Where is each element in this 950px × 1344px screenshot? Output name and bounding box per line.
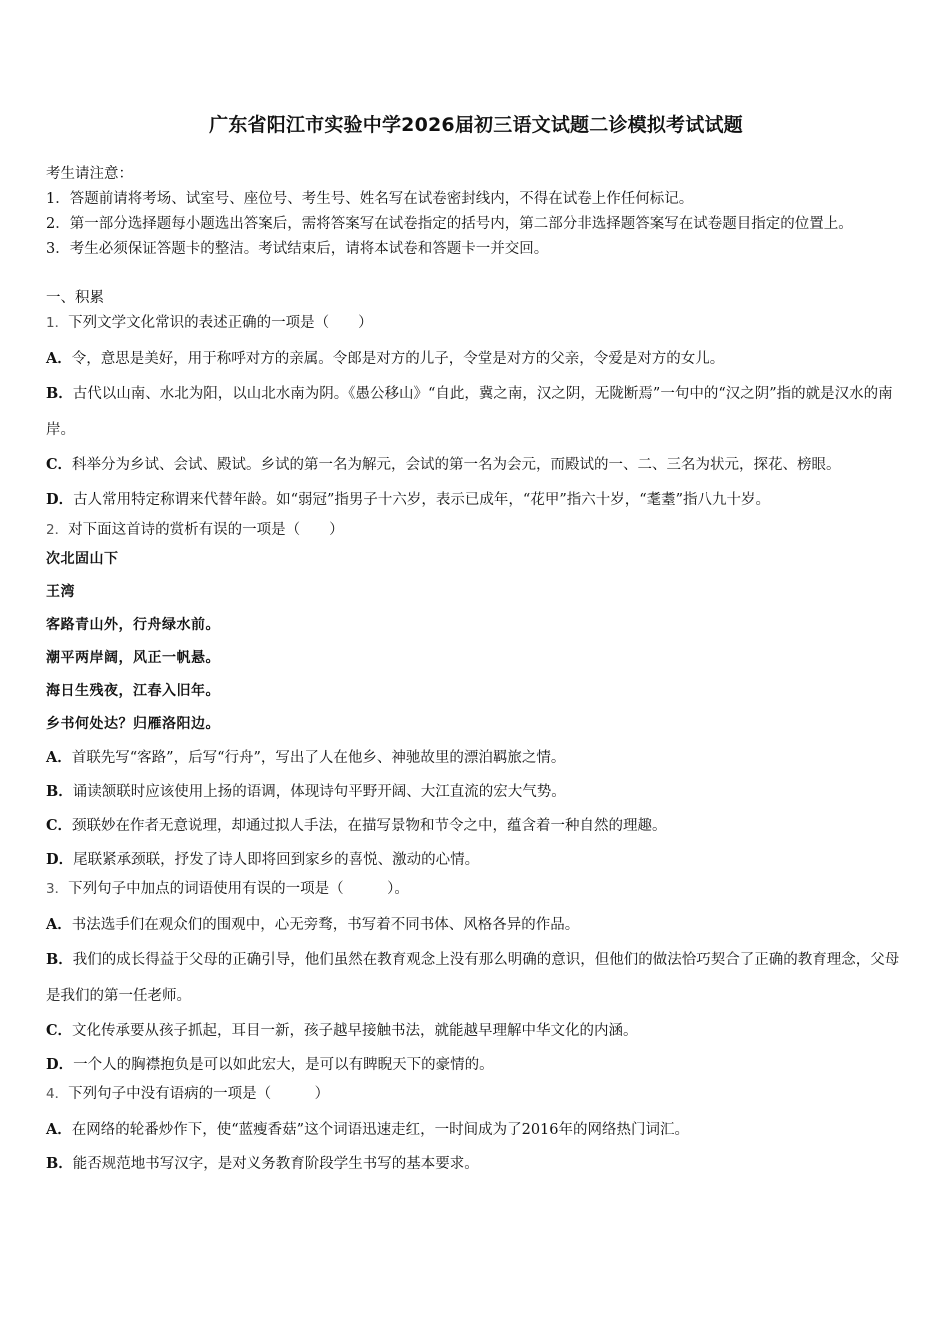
option-label: C． <box>46 456 73 473</box>
question-4 <box>46 1082 906 1181</box>
poem-line: 乡书何处达？归雁洛阳边。 <box>46 716 220 732</box>
option <box>46 376 906 448</box>
option-text: 尾联紧承颈联，抒发了诗人即将回到家乡的喜悦、激动的心情。 <box>73 852 480 868</box>
option-text: 诵读颔联时应该使用上扬的语调，体现诗句平野开阔、大江直流的宏大气势。 <box>72 784 566 800</box>
option-label: D． <box>46 851 74 868</box>
option-text: 我们的成长得益于父母的正确引导，他们虽然在教育观念上没有那么明确的意识，但他们的做法恰巧契合了正确的教育理念，父母是我们的第一任老师。 <box>46 952 900 1004</box>
option-text: 古代以山南、水北为阳，以山北水南为阴。《愚公移山》“自此，冀之南，汉之阴，无陇断焉”一句中的“汉之阴”指的就是汉水的南岸。 <box>46 386 893 438</box>
option-text: 在网络的轮番炒作下，使“蓝瘦香菇”这个词语迅速走红，一时间成为了2016年的网络热门词汇。 <box>71 1122 689 1138</box>
option <box>46 809 906 843</box>
question-number: 4． <box>46 1086 69 1102</box>
option-label: B． <box>46 385 73 402</box>
option <box>46 942 906 1014</box>
section-heading: 一、积累 <box>46 290 104 306</box>
option <box>46 775 906 809</box>
option-label: C． <box>46 817 73 834</box>
option-label: A． <box>46 916 72 933</box>
option <box>46 448 906 482</box>
option <box>46 843 906 877</box>
question-4-stem <box>46 1082 906 1107</box>
question-text: 对下面这首诗的赏析有误的一项是（ ） <box>68 522 344 538</box>
option-text: 书法选手们在观众们的围观中，心无旁骛，书写着不同书体、风格各异的作品。 <box>71 917 580 933</box>
option-label: A． <box>46 350 72 367</box>
poem-title: 次北固山下 <box>46 551 119 567</box>
option-label: C． <box>46 1022 73 1039</box>
question-number: 1． <box>46 315 69 331</box>
notice-item-2: 2．第一部分选择题每小题选出答案后，需将答案写在试卷指定的括号内，第二部分非选择题答案写在试卷题目指定的位置上。 <box>46 216 853 232</box>
question-number: 3． <box>46 881 69 897</box>
question-1-stem <box>46 311 906 336</box>
option <box>46 342 906 376</box>
option <box>46 1147 906 1181</box>
option-label: A． <box>46 749 72 766</box>
exam-page <box>46 108 906 1181</box>
option-label: B． <box>46 1155 73 1172</box>
option <box>46 1048 906 1082</box>
question-3-stem <box>46 877 906 902</box>
option-label: A． <box>46 1121 72 1138</box>
option-label: B． <box>46 783 73 800</box>
poem-line: 潮平两岸阔，风正一帆悬。 <box>46 650 220 666</box>
option <box>46 482 906 518</box>
option-label: B． <box>46 951 73 968</box>
question-text: 下列文学文化常识的表述正确的一项是（ ） <box>68 315 373 331</box>
option-text: 科举分为乡试、会试、殿试。乡试的第一名为解元，会试的第一名为会元，而殿试的一、二、三名为状元，探花、榜眼。 <box>72 457 841 473</box>
question-2 <box>46 518 906 877</box>
question-text: 下列句子中加点的词语使用有误的一项是（ ）。 <box>68 881 409 897</box>
option-text: 颈联妙在作者无意说理，却通过拟人手法，在描写景物和节令之中，蕴含着一种自然的理趣。 <box>72 818 667 834</box>
option-text: 古人常用特定称谓来代替年龄。如“弱冠”指男子十六岁，表示已成年，“花甲”指六十岁，“耄耋”指八九十岁。 <box>73 492 771 508</box>
notice-block <box>46 162 906 262</box>
notice-heading: 考生请注意： <box>46 166 133 182</box>
question-2-stem <box>46 518 906 543</box>
option <box>46 908 906 942</box>
question-1 <box>46 311 906 518</box>
option <box>46 1014 906 1048</box>
question-text: 下列句子中没有语病的一项是（ ） <box>68 1086 330 1102</box>
page-title: 广东省阳江市实验中学2026届初三语文试题二诊模拟考试试题 <box>209 114 743 136</box>
notice-item-3: 3．考生必须保证答题卡的整洁。考试结束后，请将本试卷和答题卡一并交回。 <box>46 241 549 257</box>
option-label: D． <box>46 491 74 508</box>
option-text: 首联先写“客路”，后写“行舟”，写出了人在他乡、神驰故里的漂泊羁旅之情。 <box>71 750 566 766</box>
poem-line: 海日生残夜，江春入旧年。 <box>46 683 220 699</box>
poem-author: 王湾 <box>46 584 75 600</box>
option-text: 文化传承要从孩子抓起，耳目一新，孩子越早接触书法，就能越早理解中华文化的内涵。 <box>72 1023 638 1039</box>
option <box>46 1113 906 1147</box>
question-number: 2． <box>46 522 69 538</box>
option <box>46 741 906 775</box>
notice-item-1: 1．答题前请将考场、试室号、座位号、考生号、姓名写在试卷密封线内，不得在试卷上作任何标记。 <box>46 191 694 207</box>
option-label: D． <box>46 1056 74 1073</box>
option-text: 一个人的胸襟抱负是可以如此宏大，是可以有睥睨天下的豪情的。 <box>73 1057 494 1073</box>
option-text: 能否规范地书写汉字，是对义务教育阶段学生书写的基本要求。 <box>72 1156 479 1172</box>
question-3 <box>46 877 906 1082</box>
option-text: 令，意思是美好，用于称呼对方的亲属。令郎是对方的儿子，令堂是对方的父亲，令爱是对方的女儿。 <box>71 351 725 367</box>
poem-line: 客路青山外，行舟绿水前。 <box>46 617 220 633</box>
